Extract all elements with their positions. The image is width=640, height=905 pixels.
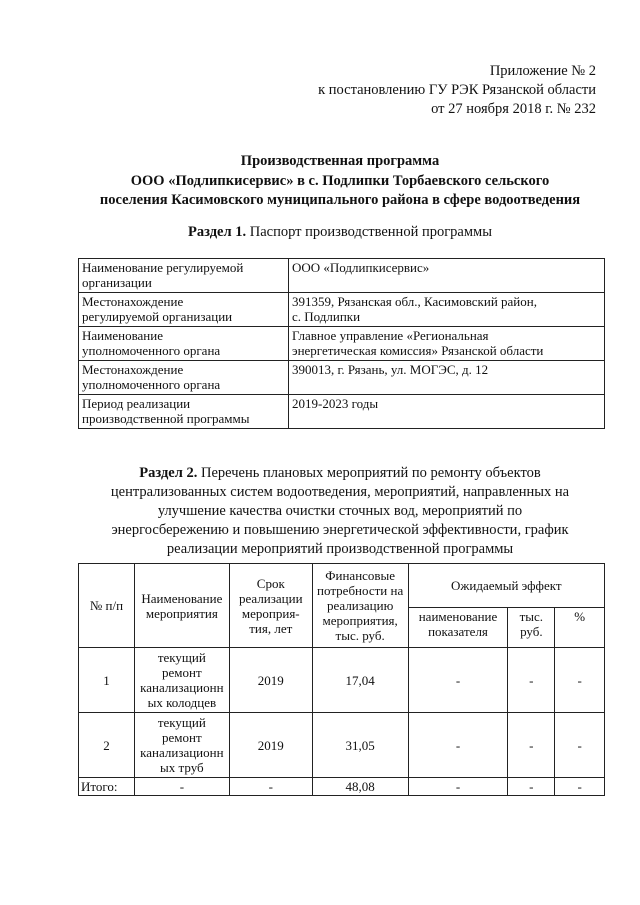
appendix-line: Приложение № 2 [489,63,596,79]
passport-value: 2019-2023 годы [289,395,605,429]
table-row [79,293,605,327]
col-header-rub: тыс. руб. [508,608,555,648]
table-row [79,648,605,713]
table-row [79,395,605,429]
passport-key: Местонахождение регулируемой организации [79,293,289,327]
passport-table [78,258,605,429]
cell-term: 2019 [229,713,312,778]
table-row [79,361,605,395]
cell-rub: - [508,648,555,713]
section2-line: централизованных систем водоотведения, мероприятий, направленных на [110,484,570,500]
cell-name: текущий ремонт канализационн ых труб [134,713,229,778]
col-header-pct: % [555,608,605,648]
section2-line: Раздел 2. Перечень плановых мероприятий по ремонту объектов [139,465,541,481]
cell-total-finance: 48,08 [312,778,408,796]
appendix-line: к постановлению ГУ РЭК Рязанской области [318,82,596,98]
section2-label: Раздел 2. [139,465,198,481]
passport-value: 391359, Рязанская обл., Касимовский район, с. Подлипки [289,293,605,327]
cell-total-indicator: - [408,778,508,796]
col-header-num: № п/п [79,564,135,648]
passport-value: Главное управление «Региональная энергетическая комиссия» Рязанской области [289,327,605,361]
section2-heading [60,464,620,559]
section1-text: Паспорт производственной программы [246,224,492,240]
title-line: поселения Касимовского муниципального района в сфере водоотведения [99,192,581,208]
cell-indicator: - [408,648,508,713]
table-row [79,259,605,293]
col-header-effect: Ожидаемый эффект [408,564,604,608]
section1-label: Раздел 1. [188,224,247,240]
cell-total-name: - [134,778,229,796]
cell-num: 2 [79,713,135,778]
section2-line: реализации мероприятий производственной программы [166,541,514,557]
section2-line: улучшение качества очистки сточных вод, мероприятий по [157,503,523,519]
table-total-row [79,778,605,796]
document-title [60,152,620,211]
col-header-name: Наименование мероприятия [134,564,229,648]
section1-heading [60,224,620,241]
cell-finance: 31,05 [312,713,408,778]
cell-total-term: - [229,778,312,796]
events-table [78,563,605,796]
title-line: ООО «Подлипкисервис» в с. Подлипки Торбаевского сельского [130,172,550,189]
table-header-row [79,564,605,608]
title-line: Производственная программа [240,153,440,169]
col-header-finance: Финансовые потребности на реализацию мероприятия, тыс. руб. [312,564,408,648]
col-header-indicator: наименование показателя [408,608,508,648]
passport-key: Наименование регулируемой организации [79,259,289,293]
passport-key: Местонахождение уполномоченного органа [79,361,289,395]
section2-line: энергосбережению и повышению энергетической эффективности, график [111,522,569,538]
appendix-header [318,62,596,119]
passport-key: Период реализации производственной программы [79,395,289,429]
passport-key: Наименование уполномоченного органа [79,327,289,361]
cell-num: 1 [79,648,135,713]
col-header-term: Срок реализации мероприя- тия, лет [229,564,312,648]
cell-pct: - [555,713,605,778]
cell-term: 2019 [229,648,312,713]
table-row [79,713,605,778]
cell-pct: - [555,648,605,713]
passport-value: ООО «Подлипкисервис» [289,259,605,293]
cell-indicator: - [408,713,508,778]
appendix-line: от 27 ноября 2018 г. № 232 [431,101,596,117]
cell-total-rub: - [508,778,555,796]
passport-value: 390013, г. Рязань, ул. МОГЭС, д. 12 [289,361,605,395]
cell-rub: - [508,713,555,778]
table-row [79,327,605,361]
cell-finance: 17,04 [312,648,408,713]
cell-total-label: Итого: [79,778,135,796]
cell-total-pct: - [555,778,605,796]
cell-name: текущий ремонт канализационн ых колодцев [134,648,229,713]
